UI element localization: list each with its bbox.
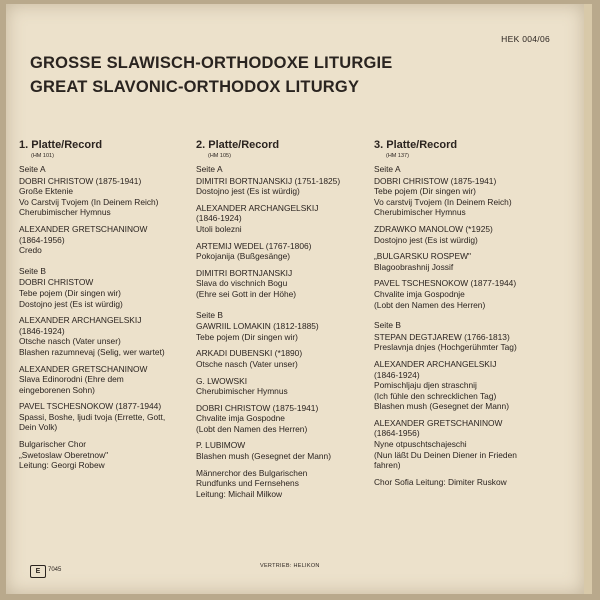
track-entry — [196, 403, 376, 435]
entry-line: Cherubimischer Hymnus — [374, 207, 466, 218]
entry-composer: DOBRI CHRISTOW — [19, 277, 94, 288]
entry-composer: PAVEL TSCHESNOKOW (1877-1944) — [374, 278, 517, 289]
record-1-column — [19, 139, 199, 471]
entry-line: (1846-1924) — [196, 213, 242, 224]
side-label: Seite A — [374, 164, 401, 174]
track-entry — [374, 251, 554, 272]
entry-line: Chvalite imja Gospodnje — [374, 288, 465, 299]
entry-line: (1864-1956) — [19, 234, 65, 245]
entry-line: Slava Edinorodni (Ehre dem — [19, 374, 124, 385]
entry-composer: ZDRAWKO MANOLOW (*1925) — [374, 223, 493, 234]
record-hm-number: (HM 137) — [386, 153, 409, 159]
side-label: Seite A — [196, 164, 223, 174]
entry-line: Tebe pojem (Dir singen wir) — [196, 331, 298, 342]
entry-composer: ALEXANDER GRETSCHANINOW — [19, 363, 148, 374]
label-logo-code: 7045 — [48, 567, 62, 573]
entry-composer: ARKADI DUBENSKI (*1890) — [196, 348, 303, 359]
track-entry — [196, 348, 376, 369]
entry-composer: Männerchor des Bulgarischen — [196, 467, 308, 478]
entry-line: Vo Carstvij Tvojem (In Deinem Reich) — [19, 196, 159, 207]
entry-line: (Nun läßt Du Deinen Diener in Frieden — [374, 449, 517, 460]
entry-composer: „BULGARSKU ROSPEW" — [374, 251, 471, 262]
entry-line: Utoli bolezni — [196, 223, 242, 234]
track-entry — [196, 176, 376, 197]
label-logo-icon: E — [30, 565, 46, 578]
entry-line: (1846-1924) — [19, 325, 65, 336]
entry-composer: ARTEMIJ WEDEL (1767-1806) — [196, 240, 312, 251]
track-entry — [196, 468, 376, 500]
entry-line: Leitung: Georgi Robew — [19, 460, 105, 471]
entry-line: Dostojno jest (Es ist würdig) — [19, 298, 123, 309]
record-hm-number: (HM 105) — [208, 153, 231, 159]
catalog-number: HEK 004/06 — [501, 34, 550, 44]
track-entry — [374, 332, 554, 353]
entry-line: Blashen mush (Gesegnet der Mann) — [374, 401, 510, 412]
track-entry — [374, 224, 554, 245]
entry-line: Blagoobrashnij Jossif — [374, 261, 454, 272]
entry-line: Pomischljaju djen straschnij — [374, 380, 477, 391]
entry-line: Große Ektenie — [19, 186, 73, 197]
entry-line: (Lobt den Namen des Herren) — [196, 423, 308, 434]
entry-line: Slava do vischnich Bogu — [196, 278, 288, 289]
entry-composer: G. LWOWSKI — [196, 375, 248, 386]
entry-line: (1846-1924) — [374, 369, 420, 380]
entry-composer: GAWRIIL LOMAKIN (1812-1885) — [196, 321, 319, 332]
entry-composer: ALEXANDER ARCHANGELSKIJ — [196, 202, 319, 213]
entry-composer: STEPAN DEGTJAREW (1766-1813) — [374, 331, 510, 342]
entry-line: Cherubimischer Hymnus — [196, 386, 288, 397]
entry-line: (Ich fühle den schrecklichen Tag) — [374, 390, 497, 401]
entry-composer: P. LUBIMOW — [196, 440, 246, 451]
entry-line: Cherubimischer Hymnus — [19, 207, 111, 218]
entry-line: Otsche nasch (Vater unser) — [196, 358, 298, 369]
track-entry — [19, 401, 199, 433]
track-entry — [19, 315, 199, 357]
track-entry — [374, 278, 554, 310]
entry-line: Vo carstvij Tvojem (In Deinem Reich) — [374, 196, 512, 207]
side-label: Seite B — [374, 320, 402, 331]
track-entry — [196, 321, 376, 342]
entry-line: Dein Volk) — [19, 422, 58, 433]
distributor-line: VERTRIEB: HELIKON — [260, 563, 320, 569]
entry-composer: PAVEL TSCHESNOKOW (1877-1944) — [19, 401, 162, 412]
track-entry — [19, 224, 199, 256]
entry-line: Preslavnja dnjes (Hochgerühmter Tag) — [374, 342, 517, 353]
track-entry — [19, 176, 199, 218]
entry-composer: DOBRI CHRISTOW (1875-1941) — [374, 175, 497, 186]
entry-line: Otsche nasch (Vater unser) — [19, 336, 121, 347]
side-label: Seite B — [19, 265, 47, 276]
entry-line: Spassi, Boshe, ljudi tvoja (Errette, Gott, — [19, 411, 166, 422]
track-entry — [196, 241, 376, 262]
entry-line: (Ehre sei Gott in der Höhe) — [196, 288, 297, 299]
record-2-column — [196, 139, 376, 499]
entry-line: Blashen mush (Gesegnet der Mann) — [196, 451, 332, 462]
track-entry — [196, 268, 376, 300]
track-entry — [374, 418, 554, 471]
track-entry — [196, 376, 376, 397]
entry-composer: DIMITRI BORTNJANSKIJ — [196, 267, 293, 278]
track-entry — [374, 359, 554, 412]
entry-line: Rundfunks und Fernsehens — [196, 478, 299, 489]
track-entry — [19, 364, 199, 396]
record-heading: 1. Platte/Record — [19, 139, 103, 151]
title-english: GREAT SLAVONIC-ORTHODOX LITURGY — [30, 78, 360, 96]
entry-line: (Lobt den Namen des Herren) — [374, 299, 486, 310]
entry-composer: DOBRI CHRISTOW (1875-1941) — [19, 175, 142, 186]
entry-line: Blashen razumnevaj (Selig, wer wartet) — [19, 346, 165, 357]
entry-composer: ALEXANDER ARCHANGELSKIJ — [19, 315, 142, 326]
record-3-column — [374, 139, 554, 487]
record-heading: 3. Platte/Record — [374, 139, 458, 151]
entry-composer: ALEXANDER GRETSCHANINOW — [19, 223, 148, 234]
entry-composer: ALEXANDER GRETSCHANINOW — [374, 417, 503, 428]
entry-line: Dostojno jest (Es ist würdig) — [374, 234, 478, 245]
entry-line: (1864-1956) — [374, 428, 420, 439]
entry-line: Credo — [19, 245, 42, 256]
entry-line: Tebe pojem (Dir singen wir) — [19, 287, 121, 298]
side-label: Seite B — [196, 309, 224, 320]
track-entry — [19, 277, 199, 309]
entry-line: Chvalite imja Gospodne — [196, 413, 285, 424]
entry-line: Leitung: Michail Milkow — [196, 488, 283, 499]
track-entry — [374, 176, 554, 218]
entry-line: Tebe pojem (Dir singen wir) — [374, 186, 476, 197]
track-entry — [19, 439, 199, 471]
record-heading: 2. Platte/Record — [196, 139, 280, 151]
entry-composer: DIMITRI BORTNJANSKIJ (1751-1825) — [196, 175, 341, 186]
entry-line: eingeborenen Sohn) — [19, 384, 95, 395]
title-german: GROSSE SLAWISCH-ORTHODOXE LITURGIE — [30, 54, 393, 72]
track-entry — [196, 203, 376, 235]
entry-line: Pokojanija (Bußgesänge) — [196, 251, 291, 262]
entry-composer: ALEXANDER ARCHANGELSKIJ — [374, 358, 497, 369]
entry-line: fahren) — [374, 460, 401, 471]
side-label: Seite A — [19, 164, 46, 174]
record-hm-number: (HM 101) — [31, 153, 54, 159]
entry-line: „Swetoslaw Oberetnow" — [19, 449, 109, 460]
track-entry — [196, 440, 376, 461]
entry-line: Dostojno jest (Es ist würdig) — [196, 186, 300, 197]
entry-composer: DOBRI CHRISTOW (1875-1941) — [196, 402, 319, 413]
entry-line: Nyne otpuschtschajeschi — [374, 439, 467, 450]
track-entry — [374, 477, 554, 488]
entry-composer: Chor Sofia Leitung: Dimiter Ruskow — [374, 476, 507, 487]
entry-composer: Bulgarischer Chor — [19, 439, 87, 450]
